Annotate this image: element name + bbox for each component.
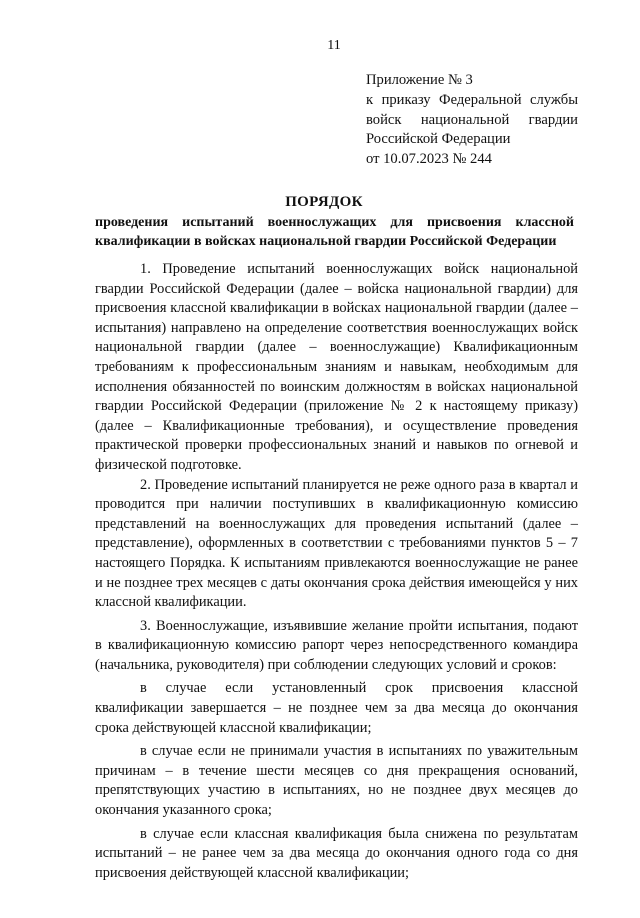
paragraph-3: 3. Военнослужащие, изъявившие желание пройти испытания, подают в квалификационную комиссию рапорт через непосредственного командира (начальника, руководителя) при соблюдении следующих условий и сроков: bbox=[95, 617, 578, 673]
paragraph-6: в случае если классная квалификация была снижена по результатам испытаний – не ранее чем за два месяца до окончания одного года со дня присвоения действующей классной квалификации; bbox=[95, 825, 578, 881]
paragraph-2: 2. Проведение испытаний планируется не реже одного раза в квартал и проводится при наличии поступивших в квалификационную комиссию представлений на военнослужащих для проведения испытаний (далее – представление), оформленных в соответствии с требованиями пунктов 5 – 7 настоящего Порядка. К испытаниям привлекаются военнослужащие не ранее и не позднее трех месяцев с даты окончания срока действия имеющейся у них классной квалификации. bbox=[95, 476, 578, 611]
subtitle-line-2: квалификации в войсках национальной гвардии Российской Федерации bbox=[95, 234, 557, 249]
appendix-block bbox=[366, 71, 578, 170]
page-number: 11 bbox=[327, 38, 341, 53]
subtitle-line-1: проведения испытаний военнослужащих для присвоения классной bbox=[95, 215, 574, 230]
paragraph-4: в случае если установленный срок присвоения классной квалификации завершается – не позднее чем за два месяца до окончания срока действующей классной квалификации; bbox=[95, 680, 578, 736]
paragraph-1: 1. Проведение испытаний военнослужащих войск национальной гвардии Российской Федерации (далее – войска национальной гвардии) для присвоения классной квалификации в войсках национальной гвардии (далее – испытания) направлено на определение соответствия военнослужащих войск национальной гвардии (далее – военнослужащие) Квалификационным требованиям к профессиональным знаниям и навыкам, необходимым для исполнения обязанностей по воинским должностям в войсках национальной гвардии Российской Федерации (приложение № 2 к настоящему приказу) (далее – Квалификационные требования), и осуществление проведения практической проверки профессиональных знаний и навыков по огневой и физической подготовке. bbox=[95, 261, 578, 473]
document-subtitle bbox=[95, 213, 574, 251]
appendix-line-1: Приложение № 3 bbox=[366, 72, 473, 88]
appendix-line-5: от 10.07.2023 № 244 bbox=[366, 151, 492, 168]
document-title: ПОРЯДОК bbox=[285, 194, 363, 210]
document-body bbox=[95, 260, 578, 883]
appendix-line-3: войск национальной гвардии bbox=[366, 111, 578, 128]
appendix-line-4: Российской Федерации bbox=[366, 131, 511, 148]
appendix-line-2: к приказу Федеральной службы bbox=[366, 91, 578, 108]
paragraph-5: в случае если не принимали участия в испытаниях по уважительным причинам – в течение шести месяцев со дня прекращения оснований, препятствующих участию в испытаниях, но не позднее двух месяцев до окончания указанного срока; bbox=[95, 743, 578, 819]
